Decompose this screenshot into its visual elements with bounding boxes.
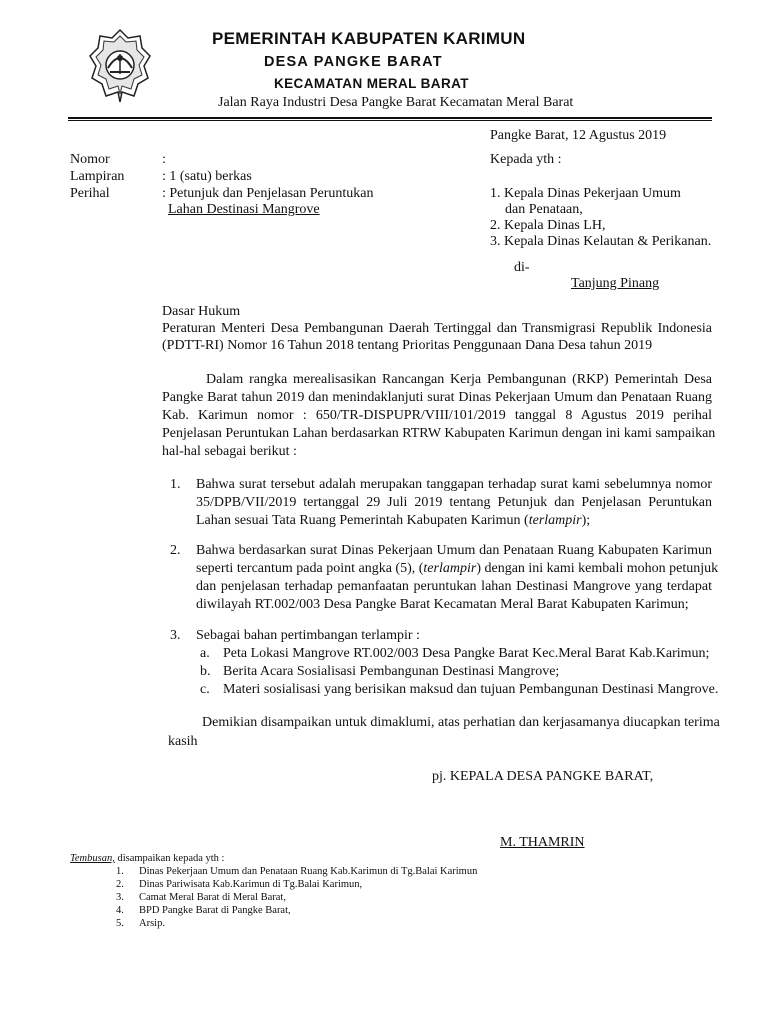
intro-line: Dalam rangka merealisasikan Rancangan Kerja Pembangunan (RKP) Pemerintah Desa — [206, 372, 712, 387]
point-1-text-end: ); — [581, 513, 591, 528]
point-number: 3. — [170, 628, 181, 643]
tembusan-item: Dinas Pariwisata Kab.Karimun di Tg.Balai Karimun, — [139, 879, 363, 890]
dasar-hukum-line: Peraturan Menteri Desa Pembangunan Daerah Tertinggal dan Transmigrasi Republik Indonesia — [162, 321, 712, 336]
recipients-heading: Kepada yth : — [490, 152, 562, 167]
signature-title: pj. KEPALA DESA PANGKE BARAT, — [432, 769, 654, 784]
nomor-value: : — [162, 152, 166, 167]
intro-line: Penjelasan Peruntukan Lahan berdasarkan RTRW Kabupaten Karimun dengan ini kami sampaikan — [162, 426, 716, 441]
header-address: Jalan Raya Industri Desa Pangke Barat Kecamatan Meral Barat — [218, 95, 574, 110]
recipient-1: 1. Kepala Dinas Pekerjaan Umum — [490, 186, 681, 201]
intro-line: hal-hal sebagai berikut : — [162, 444, 297, 459]
point-1-line — [196, 512, 590, 530]
header-title-village: DESA PANGKE BARAT — [264, 54, 443, 70]
recipient-place: Tanjung Pinang — [571, 276, 660, 291]
tembusan-item: Camat Meral Barat di Meral Barat, — [139, 892, 286, 903]
sub-letter: c. — [200, 682, 210, 697]
point-1-line: Bahwa surat tersebut adalah merupakan tanggapan terhadap surat kami sebelumnya nomor — [196, 477, 712, 492]
sub-item: Berita Acara Sosialisasi Pembangunan Destinasi Mangrove; — [223, 664, 560, 679]
nomor-label: Nomor — [70, 152, 110, 167]
recipient-3: 3. Kepala Dinas Kelautan & Perikanan. — [490, 234, 712, 249]
tembusan-item: BPD Pangke Barat di Pangke Barat, — [139, 905, 291, 916]
tembusan-item-number: 1. — [116, 866, 124, 877]
point-2-line: dan penjelasan terhadap pemanfaatan peruntukan lahan Destinasi Mangrove yang terdapat — [196, 579, 712, 594]
signature-name: M. THAMRIN — [500, 835, 585, 850]
tembusan-label: Tembusan, — [70, 853, 115, 864]
point-3-line: Sebagai bahan pertimbangan terlampir : — [196, 628, 420, 643]
tembusan-heading — [70, 852, 224, 865]
point-2-line — [196, 560, 718, 578]
point-1-line: 35/DPB/VII/2019 tertanggal 29 Juli 2019 tentang Petunjuk dan Penjelasan Peruntukan — [196, 495, 712, 510]
point-number: 1. — [170, 477, 181, 492]
tembusan-item-number: 4. — [116, 905, 124, 916]
sub-item: Materi sosialisasi yang berisikan maksud dan tujuan Pembangunan Destinasi Mangrove. — [223, 682, 719, 697]
header-title-government: PEMERINTAH KABUPATEN KARIMUN — [212, 29, 526, 48]
point-1-text: Lahan sesuai Tata Ruang Pemerintah Kabupaten Karimun ( — [196, 513, 529, 528]
tembusan-rest: disampaikan kepada yth : — [114, 853, 225, 864]
header-divider — [68, 117, 712, 119]
recipient-2: 2. Kepala Dinas LH, — [490, 218, 606, 233]
point-1-italic: terlampir — [528, 513, 582, 528]
perihal-value-subject: Lahan Destinasi Mangrove — [168, 202, 320, 217]
karimun-emblem-logo — [88, 28, 152, 104]
perihal-value: : Petunjuk dan Penjelasan Peruntukan — [162, 186, 374, 201]
point-2-text-end: ) dengan ini kami kembali mohon petunjuk — [476, 561, 719, 576]
point-number: 2. — [170, 543, 181, 558]
point-2-line: Bahwa berdasarkan surat Dinas Pekerjaan Umum dan Penataan Ruang Kabupaten Karimun — [196, 543, 712, 558]
letter-date: Pangke Barat, 12 Agustus 2019 — [490, 128, 667, 143]
tembusan-item-number: 2. — [116, 879, 124, 890]
dasar-hukum-title: Dasar Hukum — [162, 304, 241, 319]
header-title-district: KECAMATAN MERAL BARAT — [274, 76, 469, 91]
tembusan-item-number: 5. — [116, 918, 124, 929]
point-2-line: diwilayah RT.002/003 Desa Pangke Barat Kecamatan Meral Barat Kabupaten Karimun; — [196, 597, 689, 612]
recipient-di: di- — [514, 260, 530, 275]
dasar-hukum-line: (PDTT-RI) Nomor 16 Tahun 2018 tentang Prioritas Penggunaan Dana Desa tahun 2019 — [162, 338, 653, 353]
tembusan-item-number: 3. — [116, 892, 124, 903]
header-divider-thin — [68, 120, 712, 121]
sub-letter: a. — [200, 646, 210, 661]
tembusan-item: Arsip. — [139, 918, 165, 929]
closing-line: Demikian disampaikan untuk dimaklumi, atas perhatian dan kerjasamanya diucapkan terima — [202, 715, 720, 730]
sub-letter: b. — [200, 664, 211, 679]
recipient-1-continued: dan Penataan, — [505, 202, 583, 217]
intro-line: Pangke Barat tahun 2019 dan menindaklanjuti surat Dinas Pekerjaan Umum dan Penataan Ruang — [162, 390, 712, 405]
sub-item: Peta Lokasi Mangrove RT.002/003 Desa Pangke Barat Kec.Meral Barat Kab.Karimun; — [223, 646, 710, 661]
point-2-italic: terlampir — [423, 561, 477, 576]
lampiran-value: : 1 (satu) berkas — [162, 169, 252, 184]
tembusan-item: Dinas Pekerjaan Umum dan Penataan Ruang Kab.Karimun di Tg.Balai Karimun — [139, 866, 478, 877]
intro-line: Kab. Karimun nomor : 650/TR-DISPUPR/VIII/101/2019 tanggal 8 Agustus 2019 perihal — [162, 408, 712, 423]
perihal-label: Perihal — [70, 186, 110, 201]
lampiran-label: Lampiran — [70, 169, 125, 184]
point-2-text: seperti tercantum pada point angka (5), ( — [196, 561, 424, 576]
closing-line: kasih — [168, 734, 198, 749]
